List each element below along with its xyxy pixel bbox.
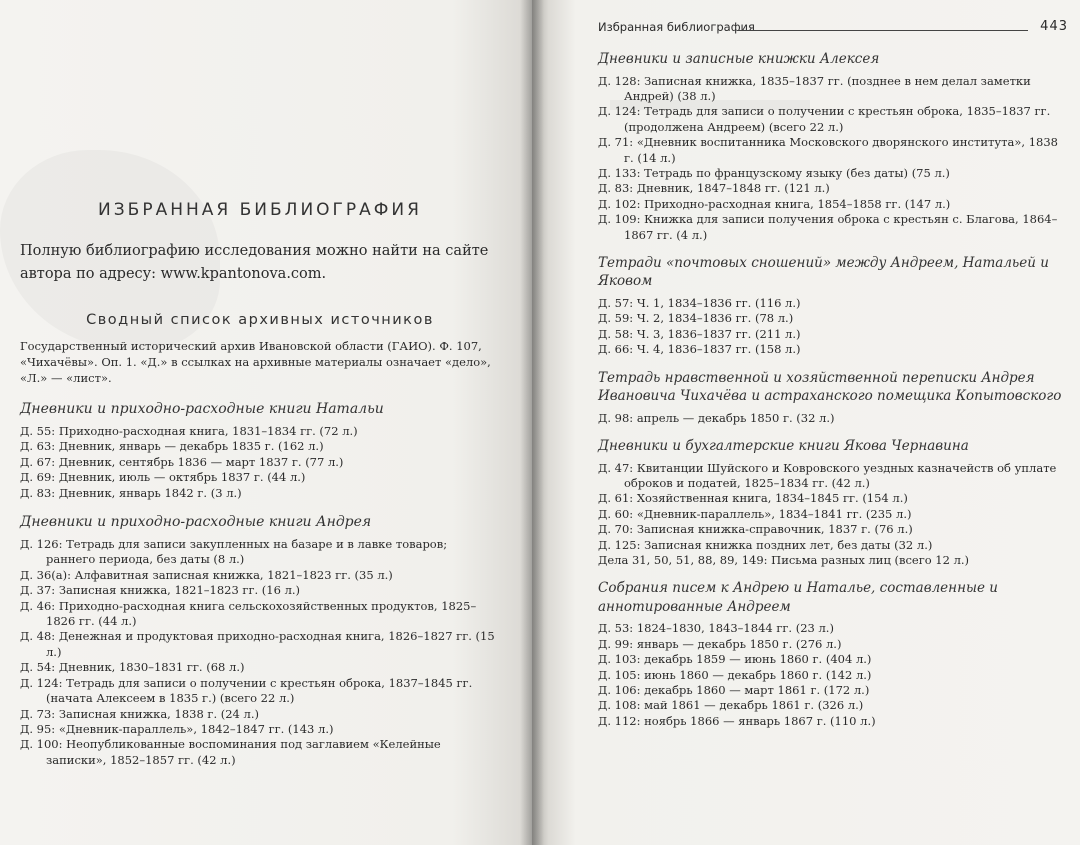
archive-entry: Д. 53: 1824–1830, 1843–1844 гг. (23 л.) bbox=[598, 621, 834, 636]
group-title: Дневники и приходно-расходные книги Натальи bbox=[20, 401, 384, 417]
archive-entry: Д. 55: Приходно-расходная книга, 1831–1834 гг. (72 л.) bbox=[20, 424, 358, 438]
archive-entry: Д. 100: Неопубликованные воспоминания под заглавием «Келейные записки», 1852–1857 гг. (42 л.) bbox=[20, 737, 441, 767]
group-title: Тетрадь нравственной и хозяйственной переписки Андрея Ивановича Чихачёва и астраханского помещика Копытовского bbox=[598, 369, 1062, 405]
archive-entry: Д. 58: Ч. 3, 1836–1837 гг. (211 л.) bbox=[598, 326, 801, 341]
source-group bbox=[598, 437, 1068, 568]
intro-paragraph: Полную библиографию исследования можно найти на сайте автора по адресу: www.kpantonova.com. bbox=[20, 243, 489, 282]
group-title: Собрания писем к Андрею и Наталье, составленные и аннотированные Андреем bbox=[598, 580, 998, 615]
archive-entry: Дела 31, 50, 51, 88, 89, 149: Письма разных лиц (всего 12 л.) bbox=[598, 552, 970, 567]
source-group bbox=[598, 369, 1068, 426]
archive-entry: Д. 37: Записная книжка, 1821–1823 гг. (16 л.) bbox=[20, 583, 301, 598]
archive-entry: Д. 69: Дневник, июль — октябрь 1837 г. (44 л.) bbox=[20, 470, 306, 485]
archive-note: Государственный исторический архив Ивановской области (ГАИО). Ф. 107, «Чихачёвы». Оп. 1. «Д.» в ссылках на архивные материалы означает «дело», «Л.» — «лист». bbox=[20, 339, 491, 385]
archive-entry: Д. 83: Дневник, январь 1842 г. (3 л.) bbox=[20, 485, 242, 500]
archive-entry: Д. 63: Дневник, январь — декабрь 1835 г. (162 л.) bbox=[20, 439, 324, 454]
archive-entry: Д. 95: «Дневник-параллель», 1842–1847 гг. (143 л.) bbox=[20, 721, 334, 736]
source-group bbox=[598, 579, 1068, 729]
group-title: Тетради «почтовых сношений» между Андреем, Натальей и Яковом bbox=[598, 254, 1049, 290]
archive-sources-heading: Сводный список архивных источников bbox=[86, 312, 434, 328]
archive-entry: Д. 102: Приходно-расходная книга, 1854–1858 гг. (147 л.) bbox=[598, 196, 951, 211]
archive-entry: Д. 46: Приходно-расходная книга сельскохозяйственных продуктов, 1825–1826 гг. (44 л.) bbox=[20, 598, 477, 629]
archive-entry: Д. 59: Ч. 2, 1834–1836 гг. (78 л.) bbox=[598, 311, 794, 326]
archive-entry: Д. 112: ноябрь 1866 — январь 1867 г. (110 л.) bbox=[598, 713, 876, 728]
archive-entry: Д. 57: Ч. 1, 1834–1836 гг. (116 л.) bbox=[598, 295, 801, 310]
running-head-title: Избранная библиография bbox=[598, 20, 755, 34]
archive-entry: Д. 128: Записная книжка, 1835–1837 гг. (позднее в нем делал заметки Андрей) (38 л.) bbox=[598, 73, 1031, 103]
book-gutter bbox=[520, 0, 544, 845]
right-groups bbox=[598, 50, 1068, 740]
left-page-content bbox=[20, 200, 500, 780]
page-number: 443 bbox=[1040, 19, 1068, 34]
archive-entry: Д. 106: декабрь 1860 — март 1861 г. (172 л.) bbox=[598, 682, 870, 697]
group-title: Дневники и бухгалтерские книги Якова Чернавина bbox=[598, 438, 969, 454]
group-title: Дневники и приходно-расходные книги Андрея bbox=[20, 514, 372, 531]
archive-entry: Д. 47: Квитанции Шуйского и Ковровского уездных казначейств об уплате оброков и податей, 1825–1834 гг. (42 л.) bbox=[598, 460, 1057, 490]
archive-entry: Д. 109: Книжка для записи получения оброка с крестьян с. Благова, 1864–1867 гг. (4 л.) bbox=[598, 212, 1058, 242]
archive-entry: Д. 48: Денежная и продуктовая приходно-расходная книга, 1826–1827 гг. (15 л.) bbox=[20, 629, 495, 659]
source-group bbox=[20, 400, 500, 501]
archive-entry: Д. 61: Хозяйственная книга, 1834–1845 гг. (154 л.) bbox=[598, 491, 908, 506]
archive-entry: Д. 73: Записная книжка, 1838 г. (24 л.) bbox=[20, 706, 259, 721]
archive-entry: Д. 71: «Дневник воспитанника Московского дворянского института», 1838 г. (14 л.) bbox=[598, 135, 1058, 165]
archive-entry: Д. 60: «Дневник-параллель», 1834–1841 гг. (235 л.) bbox=[598, 506, 912, 521]
archive-entry: Д. 126: Тетрадь для записи закупленных на базаре и в лавке товаров; раннего периода, без даты (8 л.) bbox=[20, 537, 448, 567]
archive-entry: Д. 67: Дневник, сентябрь 1836 — март 1837 г. (77 л.) bbox=[20, 454, 344, 469]
running-head bbox=[598, 20, 1068, 38]
source-group bbox=[598, 254, 1068, 358]
archive-entry: Д. 54: Дневник, 1830–1831 гг. (68 л.) bbox=[20, 660, 245, 675]
archive-entry: Д. 98: апрель — декабрь 1850 г. (32 л.) bbox=[598, 410, 835, 425]
archive-entry: Д. 36(а): Алфавитная записная книжка, 1821–1823 гг. (35 л.) bbox=[20, 567, 393, 582]
bibliography-title: ИЗБРАННАЯ БИБЛИОГРАФИЯ bbox=[98, 200, 422, 220]
archive-entry: Д. 66: Ч. 4, 1836–1837 гг. (158 л.) bbox=[598, 342, 801, 357]
archive-entry: Д. 105: июнь 1860 — декабрь 1860 г. (142 л.) bbox=[598, 667, 872, 682]
running-head-rule bbox=[738, 30, 1028, 31]
archive-entry: Д. 108: май 1861 — декабрь 1861 г. (326 л.) bbox=[598, 698, 864, 713]
archive-entry: Д. 99: январь — декабрь 1850 г. (276 л.) bbox=[598, 636, 842, 651]
archive-entry: Д. 133: Тетрадь по французскому языку (без даты) (75 л.) bbox=[598, 165, 950, 180]
archive-entry: Д. 83: Дневник, 1847–1848 гг. (121 л.) bbox=[598, 181, 830, 196]
archive-entry: Д. 103: декабрь 1859 — июнь 1860 г. (404 л.) bbox=[598, 652, 872, 667]
source-group bbox=[20, 513, 500, 768]
group-title: Дневники и записные книжки Алексея bbox=[598, 51, 880, 67]
archive-entry: Д. 70: Записная книжка-справочник, 1837 г. (76 л.) bbox=[598, 522, 913, 537]
left-groups bbox=[20, 400, 500, 768]
archive-entry: Д. 124: Тетрадь для записи о получении с крестьян оброка, 1837–1845 гг. (начата Алексеем в 1835 г.) (всего 22 л.) bbox=[20, 675, 473, 706]
source-group bbox=[598, 50, 1068, 243]
archive-entry: Д. 124: Тетрадь для записи о получении с крестьян оброка, 1835–1837 гг. (продолжена Андреем) (всего 22 л.) bbox=[598, 104, 1051, 134]
archive-entry: Д. 125: Записная книжка поздних лет, без даты (32 л.) bbox=[598, 537, 933, 552]
